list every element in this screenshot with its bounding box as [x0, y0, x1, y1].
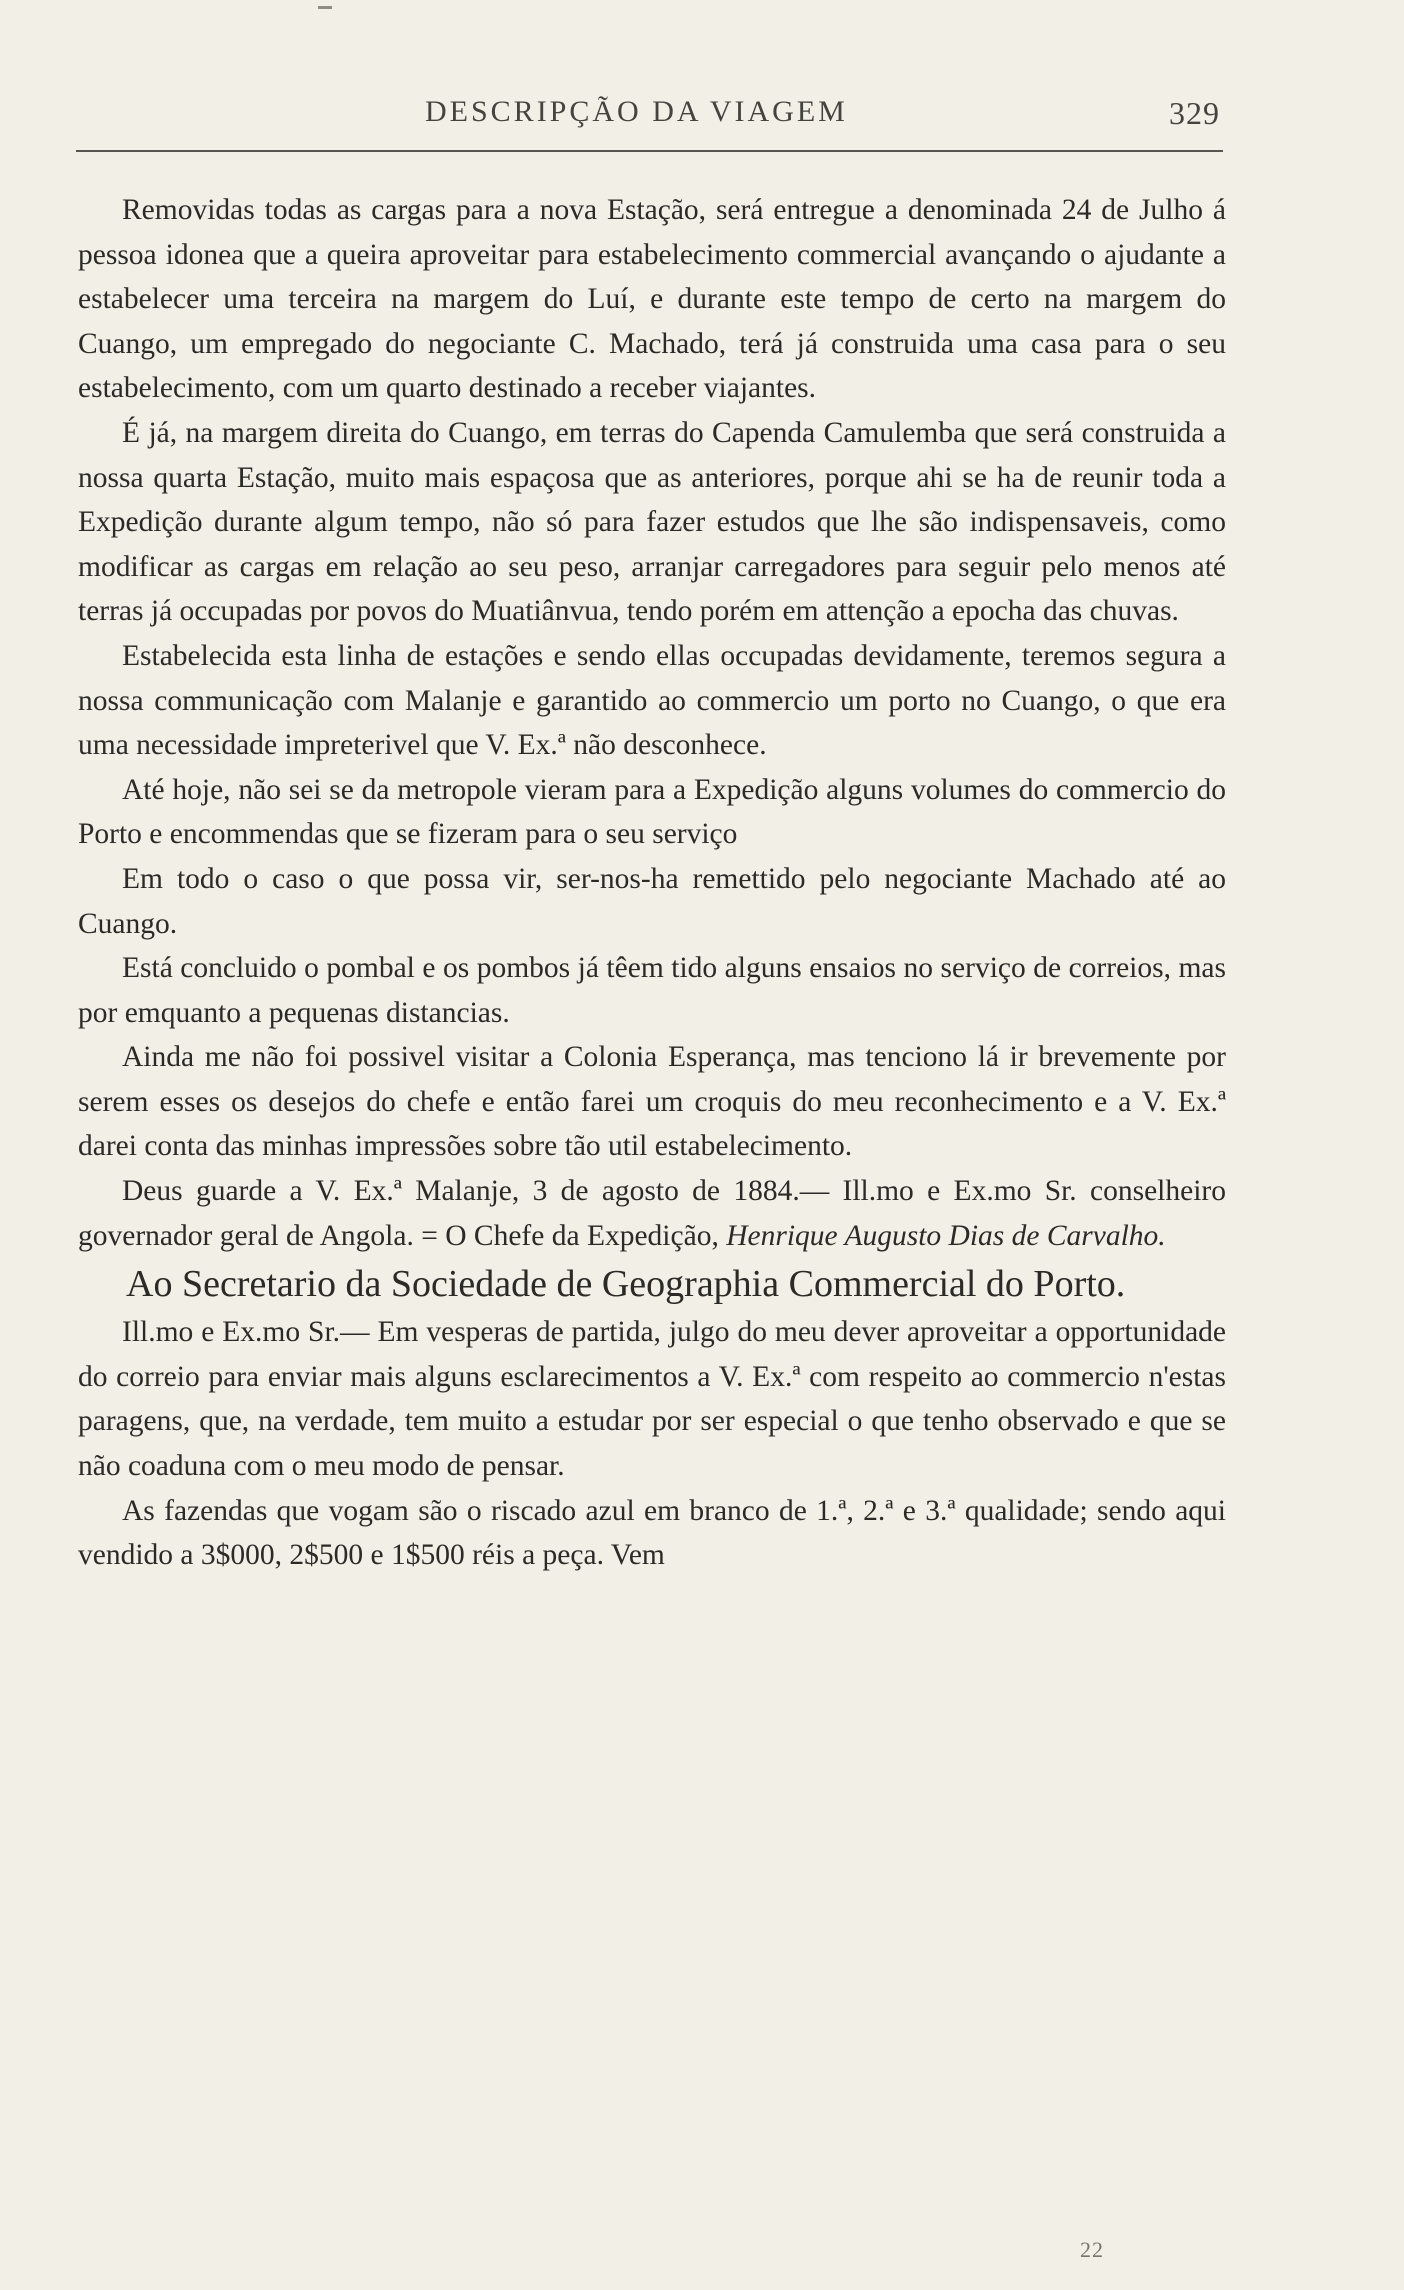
paragraph-4: Até hoje, não sei se da metropole vieram para a Expedição alguns volumes do commercio do Porto e encommendas que se fizeram para o seu serviço — [78, 773, 1226, 851]
paragraph-5: Em todo o caso o que possa vir, ser-nos-ha remettido pelo negociante Machado até ao Cuango. — [78, 862, 1226, 940]
footer-signature-mark: 22 — [1080, 2237, 1104, 2262]
signature: Henrique Augusto Dias de Carvalho. — [726, 1219, 1166, 1252]
letter-paragraph-1: Ill.mo e Ex.mo Sr.— Em vesperas de partida, julgo do meu dever aproveitar a opportunidade do correio para enviar mais alguns esclarecimentos a V. Ex.ª com respeito ao commercio n'estas paragens, que, na verdade, tem muito a estudar por ser especial o que tenho observado e que se não coaduna com o meu modo de pensar. — [78, 1316, 1226, 1483]
paragraph-7: Ainda me não foi possivel visitar a Colonia Esperança, mas tenciono lá ir brevemente por serem esses os desejos do chefe e então farei um croquis do meu reconhecimento e a V. Ex.ª darei conta das minhas impressões sobre tão util estabelecimento. — [78, 1041, 1226, 1163]
body-text — [78, 188, 1226, 1578]
paragraph-6: Está concluido o pombal e os pombos já têem tido alguns ensaios no serviço de correios, mas por emquanto a pequenas distancias. — [78, 952, 1226, 1029]
closing-paragraph — [78, 1169, 1226, 1258]
page-number: 329 — [1169, 95, 1220, 131]
letter-paragraph-2: As fazendas que vogam são o riscado azul em branco de 1.ª, 2.ª e 3.ª qualidade; sendo aqui vendido a 3$000, 2$500 e 1$500 réis a peça. Vem — [78, 1494, 1226, 1572]
paragraph-3: Estabelecida esta linha de estações e sendo ellas occupadas devidamente, teremos segura a nossa communicação com Malanje e garantido ao commercio um porto no Cuango, o que era uma necessidade impreterivel que V. Ex.ª não desconhece. — [78, 639, 1226, 762]
header-rule — [76, 150, 1223, 152]
top-mark — [318, 6, 332, 9]
letter-heading: Ao Secretario da Sociedade de Geographia Commercial do Porto. — [126, 1263, 1126, 1306]
running-title: DESCRIPÇÃO DA VIAGEM — [425, 95, 848, 128]
closing-text: Deus guarde a V. Ex.ª Malanje, 3 de agosto de 1884.— Ill.mo e Ex.mo Sr. conselheiro governador geral de Angola. = O Chefe da Expedição, — [78, 1175, 1226, 1252]
paragraph-2: É já, na margem direita do Cuango, em terras do Capenda Camulemba que será construida a nossa quarta Estação, muito mais espaçosa que as anteriores, porque ahi se ha de reunir toda a Expedição durante algum tempo, não só para fazer estudos que lhe são indispensaveis, como modificar as cargas em relação ao seu peso, arranjar carregadores para seguir pelo menos até terras já occupadas por povos do Muatiânvua, tendo porém em attenção a epocha das chuvas. — [78, 416, 1226, 628]
paragraph-1: Removidas todas as cargas para a nova Estação, será entregue a denominada 24 de Julho á pessoa idonea que a queira aproveitar para estabelecimento commercial avançando o ajudante a estabelecer uma terceira na margem do Luí, e durante este tempo de certo na margem do Cuango, um empregado do negociante C. Machado, terá já construida uma casa para o seu estabelecimento, com um quarto destinado a receber viajantes. — [78, 194, 1226, 405]
running-head — [0, 95, 1404, 135]
